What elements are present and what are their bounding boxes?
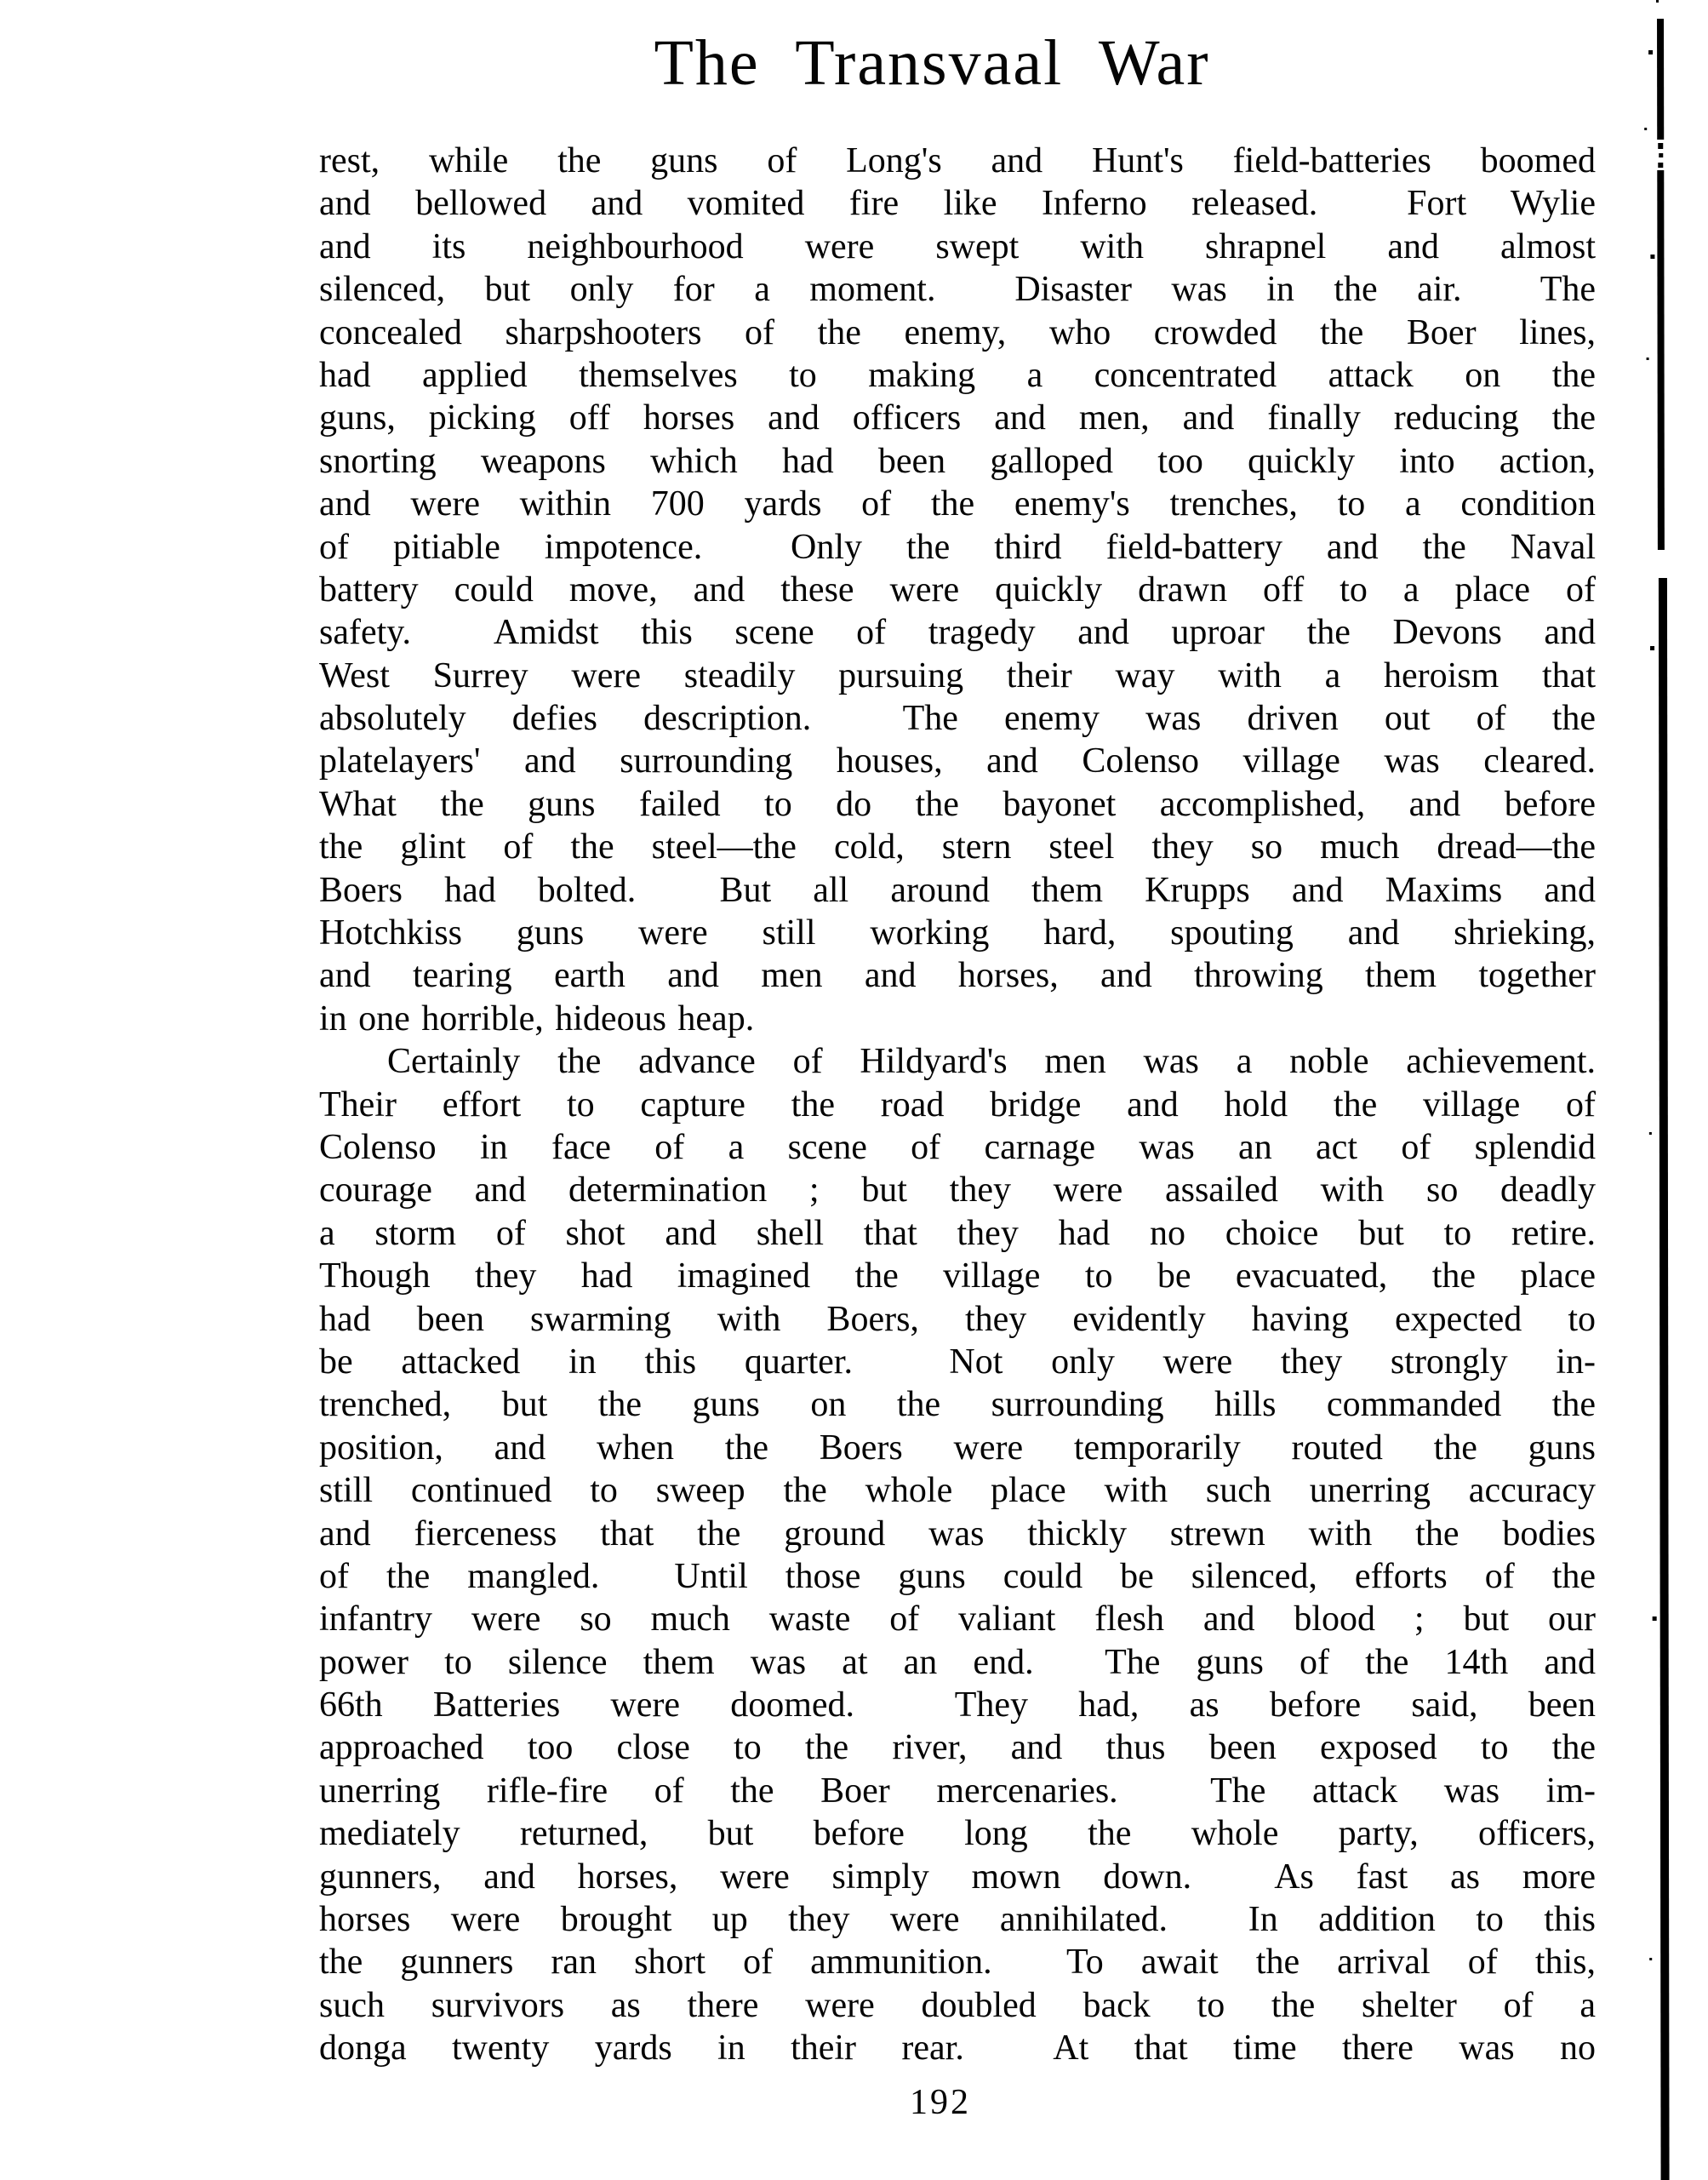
text-line: rest, while the guns of Long's and Hunt's field-batteries boomed [319, 141, 1596, 180]
paragraph [319, 140, 1596, 1040]
text-line: Though they had imagined the village to be evacuated, the place [319, 1256, 1596, 1296]
scan-artifact-dash [1659, 153, 1663, 157]
scan-artifact-segment [1659, 578, 1670, 2180]
text-line: and its neighbourhood were swept with shrapnel and almost [319, 226, 1596, 266]
text-line: silenced, but only for a moment. Disaster was in the air. The [319, 270, 1596, 310]
scan-artifact-line [1654, 0, 1671, 2180]
text-line: platelayers' and surrounding houses, and Colenso village was cleared. [319, 741, 1596, 781]
text-line: Hotchkiss guns were still working hard, spouting and shrieking, [319, 913, 1596, 953]
text-line: gunners, and horses, were simply mown down. As fast as more [319, 1857, 1596, 1897]
text-line: horses were brought up they were annihilated. In addition to this [319, 1900, 1596, 1940]
text-line: of the mangled. Until those guns could be silenced, efforts of the [319, 1556, 1596, 1596]
scan-artifact-dash [1658, 143, 1663, 149]
page-title: The Transvaal War [654, 27, 1210, 99]
scan-artifact-dash [1658, 163, 1663, 168]
text-line: guns, picking off horses and officers and men, and finally reducing the [319, 398, 1596, 438]
text-line: infantry were so much waste of valiant flesh and blood ; but our [319, 1599, 1596, 1639]
text-line: a storm of shot and shell that they had no choice but to retire. [319, 1213, 1596, 1253]
text-line: and bellowed and vomited fire like Inferno released. Fort Wylie [319, 184, 1596, 224]
text-line: power to silence them was at an end. The guns of the 14th and [319, 1642, 1596, 1682]
text-line: Their effort to capture the road bridge and hold the village of [319, 1084, 1596, 1124]
text-line: donga twenty yards in their rear. At that time there was no [319, 2028, 1596, 2068]
text-line: and were within 700 yards of the enemy's trenches, to a condition [319, 484, 1596, 524]
text-line: and tearing earth and men and horses, and throwing them together [319, 956, 1596, 996]
text-line: concealed sharpshooters of the enemy, who crowded the Boer lines, [319, 312, 1596, 352]
text-line: be attacked in this quarter. Not only were they strongly in- [319, 1342, 1596, 1382]
text-line: courage and determination ; but they were assailed with so deadly [319, 1170, 1596, 1210]
body-text [319, 140, 1596, 2070]
text-line: snorting weapons which had been galloped too quickly into action, [319, 441, 1596, 481]
text-line: West Surrey were steadily pursuing their way with a heroism that [319, 655, 1596, 695]
text-line: approached too close to the river, and thus been exposed to the [319, 1728, 1596, 1768]
text-line: in one horrible, hideous heap. [319, 998, 755, 1039]
text-line: and fierceness that the ground was thickly strewn with the bodies [319, 1513, 1596, 1553]
text-line: the glint of the steel—the cold, stern steel they so much dread—the [319, 827, 1596, 867]
text-line: position, and when the Boers were temporarily routed the guns [319, 1428, 1596, 1468]
text-line: the gunners ran short of ammunition. To await the arrival of this, [319, 1943, 1596, 1983]
text-line: unerring rifle-fire of the Boer mercenaries. The attack was im- [319, 1771, 1596, 1811]
text-line: still continued to sweep the whole place with such unerring accuracy [319, 1471, 1596, 1511]
text-line: had applied themselves to making a concentrated attack on the [319, 355, 1596, 395]
text-line: Certainly the advance of Hildyard's men was a noble achievement. [387, 1042, 1596, 1082]
text-line: safety. Amidst this scene of tragedy and uproar the Devons and [319, 613, 1596, 653]
text-line: What the guns failed to do the bayonet accomplished, and before [319, 784, 1596, 824]
paragraph [319, 1040, 1596, 2069]
scan-artifact-segment [1657, 170, 1665, 550]
scan-artifact-speckles [1656, 0, 1659, 3]
text-line: had been swarming with Boers, they evidently having expected to [319, 1299, 1596, 1339]
text-line: trenched, but the guns on the surrounding hills commanded the [319, 1385, 1596, 1425]
text-line: Colenso in face of a scene of carnage was an act of splendid [319, 1127, 1596, 1167]
text-line: 66th Batteries were doomed. They had, as before said, been [319, 1685, 1596, 1725]
scan-artifact-segment [1657, 19, 1664, 140]
text-line: mediately returned, but before long the whole party, officers, [319, 1814, 1596, 1854]
text-line: of pitiable impotence. Only the third field-battery and the Naval [319, 527, 1596, 567]
page-number: 192 [910, 2083, 971, 2122]
text-line: battery could move, and these were quickly drawn off to a place of [319, 569, 1596, 609]
text-line: absolutely defies description. The enemy was driven out of the [319, 699, 1596, 739]
text-line: Boers had bolted. But all around them Krupps and Maxims and [319, 870, 1596, 910]
text-line: such survivors as there were doubled back to the shelter of a [319, 1985, 1596, 2025]
